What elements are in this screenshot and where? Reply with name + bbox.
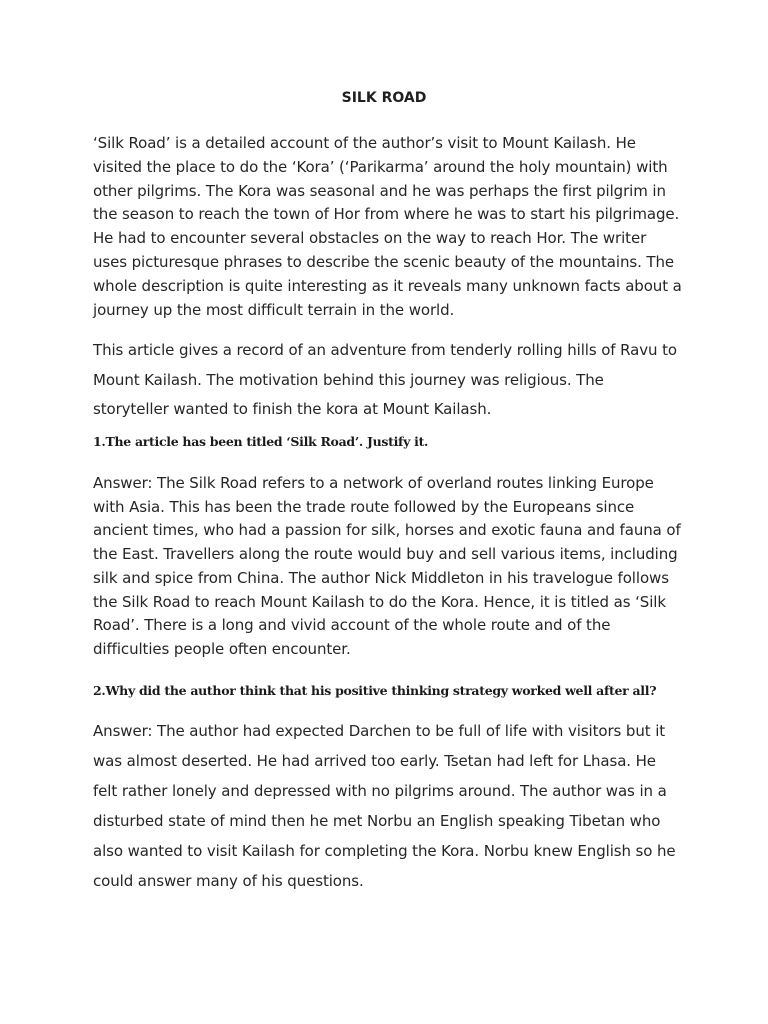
intro-paragraph: ‘Silk Road’ is a detailed account of the author’s visit to Mount Kailash. He visited the place to do the ‘Kora’ (‘Parikarma’ around the holy mountain) with other pilgrims. The Kora was seasonal and he was perhaps the first pilgrim in the season to reach the town of Hor from where he was to start his pilgrimage. He had to encounter several obstacles on the way to reach Hor. The writer uses picturesque phrases to describe the scenic beauty of the mountains. The whole description is quite interesting as it reveals many unknown facts about a journey up the most difficult terrain in the world. [93, 134, 682, 319]
page-title: SILK ROAD [341, 90, 427, 106]
question-2: 2.Why did the author think that his positive thinking strategy worked well after all? [93, 683, 657, 698]
answer-2: Answer: The author had expected Darchen to be full of life with visitors but it was almost deserted. He had arrived too early. Tsetan had left for Lhasa. He felt rather lonely and depressed with no pilgrims around. The author was in a disturbed state of mind then he met Norbu an English speaking Tibetan who also wanted to visit Kailash for completing the Kora. Norbu knew English so he could answer many of his questions. [93, 722, 676, 890]
answer-1: Answer: The Silk Road refers to a network of overland routes linking Europe with Asia. This has been the trade route followed by the Europeans since ancient times, who had a passion for silk, horses and exotic fauna and fauna of the East. Travellers along the route would buy and sell various items, including silk and spice from China. The author Nick Middleton in his travelogue follows the Silk Road to reach Mount Kailash to do the Kora. Hence, it is titled as ‘Silk Road’. There is a long and vivid account of the whole route and of the difficulties people often encounter. [93, 474, 681, 658]
question-1: 1.The article has been titled ‘Silk Road’. Justify it. [93, 434, 429, 449]
summary-paragraph: This article gives a record of an adventure from tenderly rolling hills of Ravu to Mount Kailash. The motivation behind this journey was religious. The storyteller wanted to finish the kora at Mount Kailash. [93, 341, 677, 418]
